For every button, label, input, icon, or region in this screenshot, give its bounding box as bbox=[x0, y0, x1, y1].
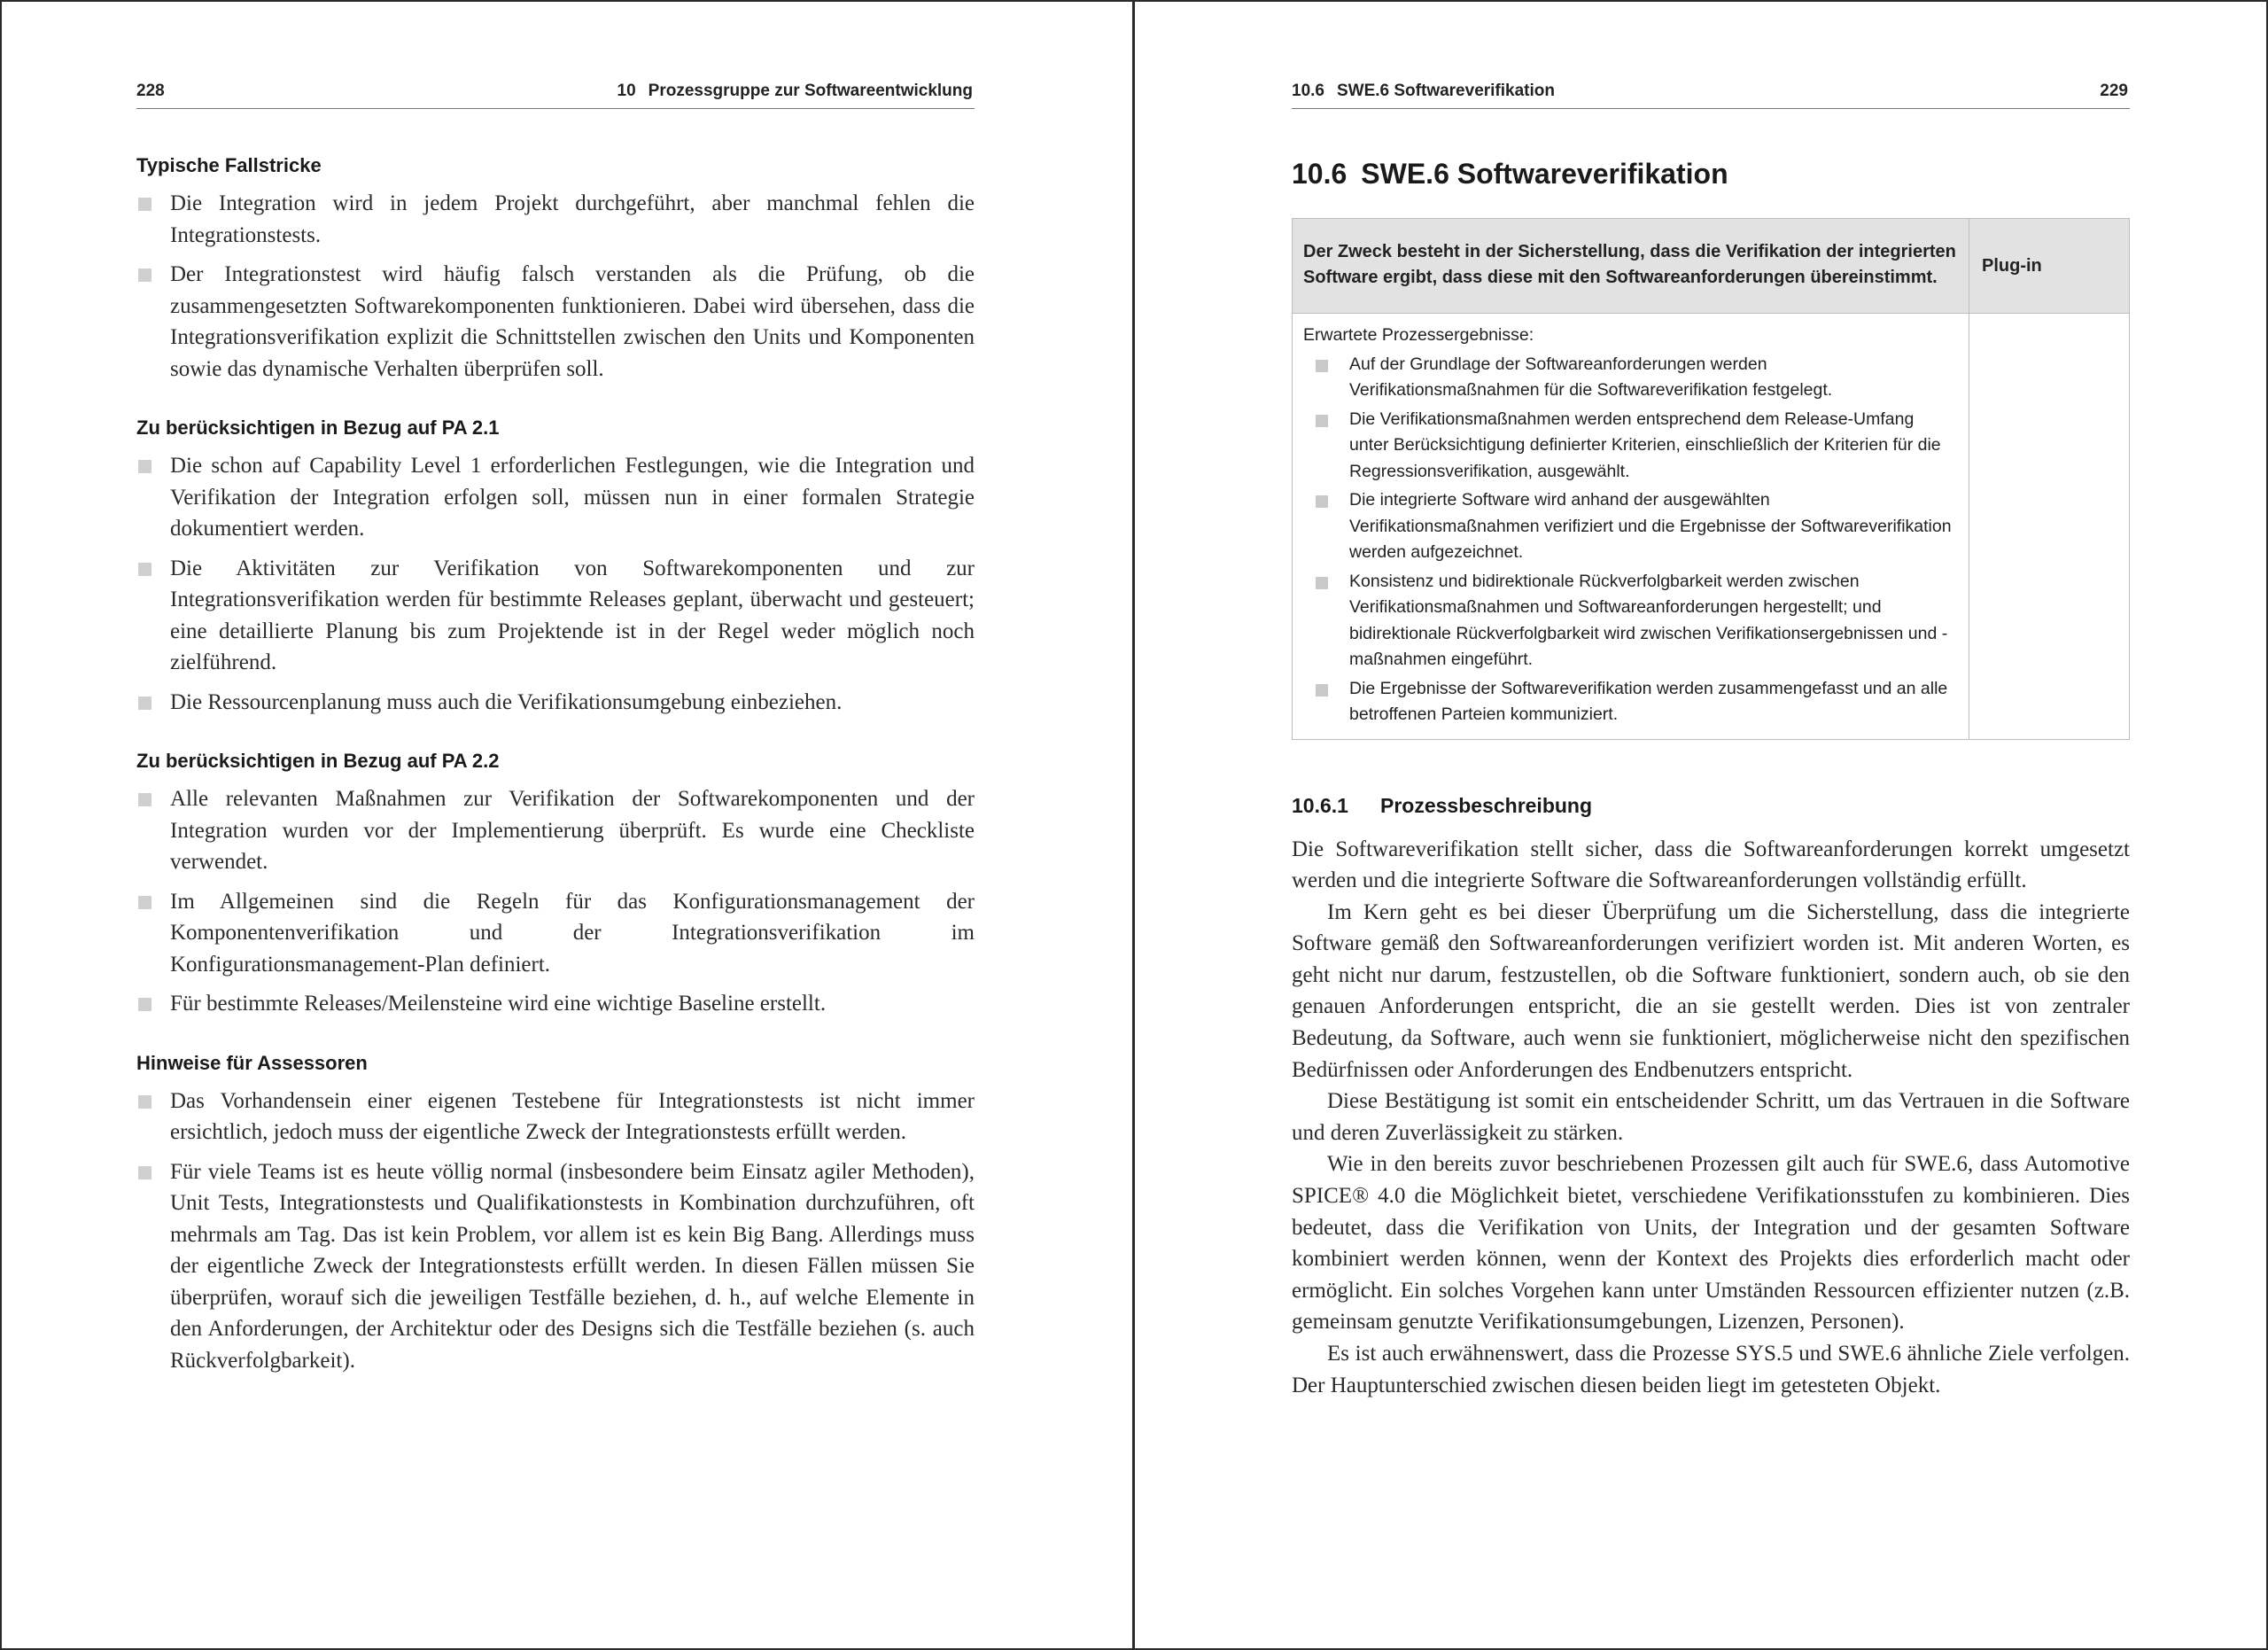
bullet-list bbox=[136, 450, 975, 718]
list-item bbox=[136, 553, 975, 679]
outcome-item bbox=[1303, 487, 1956, 566]
list-item bbox=[136, 988, 975, 1020]
chapter-title: Prozessgruppe zur Softwareentwicklung bbox=[648, 82, 973, 100]
bullet-square-icon bbox=[138, 793, 151, 806]
outcome-item bbox=[1303, 676, 1956, 728]
outcome-item bbox=[1303, 569, 1956, 673]
list-item bbox=[136, 1086, 975, 1148]
list-item bbox=[136, 1156, 975, 1377]
outcome-text: Die Ergebnisse der Softwareverifikation werden zusammengefasst und an alle betroffenen Parteien kommuniziert. bbox=[1349, 678, 1948, 724]
subsection-title-text: Prozessbeschreibung bbox=[1380, 793, 1593, 817]
running-title bbox=[1292, 82, 1555, 101]
outcomes-list bbox=[1303, 352, 1956, 728]
subsection-title bbox=[1292, 791, 2130, 820]
section-heading: Zu berücksichtigen in Bezug auf PA 2.2 bbox=[136, 750, 500, 772]
right-page-content bbox=[1292, 152, 2130, 1401]
chapter-number: 10 bbox=[617, 82, 636, 100]
bullet-square-icon bbox=[1316, 360, 1328, 372]
bullet-square-icon bbox=[138, 998, 151, 1011]
purpose-cell: Der Zweck besteht in der Sicherstellung, dass die Verifikation der integrierten Software ergibt, dass diese mit den Softwareanforderungen übereinstimmt. bbox=[1293, 219, 1969, 314]
paragraph: Es ist auch erwähnenswert, dass die Prozesse SYS.5 und SWE.6 ähnliche Ziele verfolgen. Der Hauptunterschied zwischen diesen beiden liegt im getesteten Objekt. bbox=[1292, 1342, 2130, 1397]
list-item-text: Im Allgemeinen sind die Regeln für das Konfigurationsmanagement der Komponentenverifikation und der Integrationsverifikation im Konfigurationsmanagement-Plan definiert. bbox=[170, 889, 975, 977]
section-number: 10.6 bbox=[1292, 82, 1324, 100]
subsection-number: 10.6.1 bbox=[1292, 793, 1348, 817]
empty-cell bbox=[1969, 314, 2130, 740]
outcome-text: Die integrierte Software wird anhand der ausgewählten Verifikationsmaßnahmen verifiziert und die Ergebnisse der Softwareverifikation werden aufgezeichnet. bbox=[1349, 490, 1952, 562]
right-page bbox=[1292, 0, 2130, 1650]
book-spine bbox=[1132, 0, 1135, 1650]
running-head-left bbox=[136, 78, 975, 109]
list-item bbox=[136, 783, 975, 878]
list-item-text: Das Vorhandensein einer eigenen Testebene für Integrationstests ist nicht immer ersichtlich, jedoch muss der eigentliche Zweck der Integrationstests erfüllt werden. bbox=[170, 1088, 975, 1144]
section-heading: Hinweise für Assessoren bbox=[136, 1051, 368, 1074]
bullet-square-icon bbox=[138, 896, 151, 909]
running-head-right bbox=[1292, 78, 2130, 109]
outcomes-cell bbox=[1293, 314, 1969, 740]
bullet-square-icon bbox=[1316, 684, 1328, 697]
section-heading: Zu berücksichtigen in Bezug auf PA 2.1 bbox=[136, 416, 500, 439]
bullet-square-icon bbox=[138, 269, 151, 282]
running-title bbox=[617, 82, 973, 101]
list-item bbox=[136, 886, 975, 981]
list-item-text: Für bestimmte Releases/Meilensteine wird eine wichtige Baseline erstellt. bbox=[170, 992, 827, 1016]
list-item-text: Die Integration wird in jedem Projekt durchgeführt, aber manchmal fehlen die Integrationstests. bbox=[170, 191, 975, 247]
paragraph: Diese Bestätigung ist somit ein entscheidender Schritt, um das Vertrauen in die Software und deren Zuverlässigkeit zu stärken. bbox=[1292, 1089, 2130, 1145]
section-heading: Typische Fallstricke bbox=[136, 154, 322, 176]
section-pitfalls bbox=[136, 152, 975, 385]
list-item bbox=[136, 450, 975, 545]
section-assessor-notes bbox=[136, 1050, 975, 1377]
outcome-text: Konsistenz und bidirektionale Rückverfolgbarkeit werden zwischen Verifikationsmaßnahmen und Softwareanforderungen hergestellt; und bidirektionale Rückverfolgbarkeit wird zwischen Verifikationsergebnissen und -maßnahmen eingeführt. bbox=[1349, 571, 1948, 669]
process-purpose-table bbox=[1292, 218, 2130, 740]
section-running-title: SWE.6 Softwareverifikation bbox=[1336, 82, 1555, 100]
section-pa22 bbox=[136, 748, 975, 1020]
list-item bbox=[136, 188, 975, 251]
bullet-list bbox=[136, 188, 975, 385]
list-item-text: Die schon auf Capability Level 1 erforderlichen Festlegungen, wie die Integration und Verifikation der Integration erfolgen soll, müssen nun in einer formalen Strategie dokumentiert werden. bbox=[170, 454, 975, 541]
list-item bbox=[136, 259, 975, 385]
outcome-item bbox=[1303, 407, 1956, 486]
bullet-square-icon bbox=[138, 1095, 151, 1109]
outcome-item bbox=[1303, 352, 1956, 404]
list-item-text: Die Aktivitäten zur Verifikation von Softwarekomponenten und zur Integrationsverifikation werden für bestimmte Releases geplant, überwacht und gesteuert; eine detaillierte Planung bis zum Projektende ist in der Regel weder möglich noch zielführend. bbox=[170, 556, 975, 674]
paragraph: Im Kern geht es bei dieser Überprüfung um die Sicherstellung, dass die integrierte Software gemäß den Softwareanforderungen verifiziert worden ist. Mit anderen Worten, es geht nicht nur darum, festzustellen, ob die Software funktioniert, sondern auch, ob sie den genauen Anforderungen entspricht, die an sie gestellt werden. Dies ist von zentraler Bedeutung, da Software, auch wenn sie funktioniert, möglicherweise nicht den spezifischen Bedürfnissen oder Anforderungen des Endbenutzers entspricht. bbox=[1292, 899, 2130, 1082]
list-item-text: Die Ressourcenplanung muss auch die Verifikationsumgebung einbeziehen. bbox=[170, 689, 843, 714]
bullet-square-icon bbox=[138, 460, 151, 473]
page-number: 228 bbox=[136, 82, 165, 100]
bullet-square-icon bbox=[138, 563, 151, 576]
section-title-number: 10.6 bbox=[1292, 158, 1348, 190]
outcome-text: Die Verifikationsmaßnahmen werden entsprechend dem Release-Umfang unter Berücksichtigung definierter Kriterien, einschließlich der Kriterien für die Regressionsverifikation, ausgewählt. bbox=[1349, 409, 1941, 481]
section-title-text: SWE.6 Softwareverifikation bbox=[1361, 158, 1728, 190]
list-item-text: Der Integrationstest wird häufig falsch verstanden als die Prüfung, ob die zusammengesetzten Softwarekomponenten funktionieren. Dabei wird übersehen, dass die Integrationsverifikation explizit die Schnittstellen zwischen den Units und Komponenten sowie das dynamische Verhalten überprüfen soll. bbox=[170, 262, 975, 381]
section-title bbox=[1292, 152, 2130, 195]
bullet-square-icon bbox=[1316, 415, 1328, 427]
bullet-square-icon bbox=[138, 198, 151, 211]
bullet-square-icon bbox=[138, 1166, 151, 1179]
bullet-square-icon bbox=[1316, 577, 1328, 589]
list-item-text: Alle relevanten Maßnahmen zur Verifikation der Softwarekomponenten und der Integration wurden vor der Implementierung überprüft. Es wurde eine Checkliste verwendet. bbox=[170, 787, 975, 874]
bullet-list bbox=[136, 783, 975, 1020]
list-item-text: Für viele Teams ist es heute völlig normal (insbesondere beim Einsatz agiler Methoden), Unit Tests, Integrationstests und Qualifikationstests in Kombination durchzuführen, oft mehrmals am Tag. Das ist kein Problem, vor allem ist es kein Big Bang. Allerdings muss der eigentliche Zweck der Integrationstests erfüllt werden. In diesen Fällen müssen Sie überprüfen, worauf sich die jeweiligen Testfälle beziehen, d. h., auf welche Elemente in den Anforderungen, der Architektur oder des Designs sich die Testfälle beziehen (s. auch Rückverfolgbarkeit). bbox=[170, 1159, 975, 1373]
list-item bbox=[136, 687, 975, 719]
page-number: 229 bbox=[2100, 82, 2128, 100]
process-description bbox=[1292, 834, 2130, 1402]
outcome-text: Auf der Grundlage der Softwareanforderungen werden Verifikationsmaßnahmen für die Softwareverifikation festgelegt. bbox=[1349, 354, 1833, 400]
paragraph: Wie in den bereits zuvor beschriebenen Prozessen gilt auch für SWE.6, dass Automotive SPICE® 4.0 die Möglichkeit bietet, verschiedene Verifikationsstufen zu kombinieren. Dies bedeutet, dass die Verifikation von Units, der Integration und der gesamten Software kombiniert werden können, wenn der Kontext des Projekts dies erforderlich macht oder ermöglicht. Ein solches Vorgehen kann unter Umständen Ressourcen effizienter nutzen (z.B. gemeinsam genutzte Verifikationsumgebungen, Lizenzen, Personen). bbox=[1292, 1152, 2130, 1335]
outcomes-label: Erwartete Prozessergebnisse: bbox=[1303, 325, 1534, 345]
left-page bbox=[136, 0, 975, 1650]
plugin-cell: Plug-in bbox=[1969, 219, 2130, 314]
bullet-square-icon bbox=[1316, 495, 1328, 508]
bullet-list bbox=[136, 1086, 975, 1377]
bullet-square-icon bbox=[138, 697, 151, 710]
paragraph: Die Softwareverifikation stellt sicher, dass die Softwareanforderungen korrekt umgesetzt werden und die integrierte Software die Softwareanforderungen vollständig erfüllt. bbox=[1292, 837, 2130, 893]
left-page-content bbox=[136, 152, 975, 1376]
section-pa21 bbox=[136, 415, 975, 718]
